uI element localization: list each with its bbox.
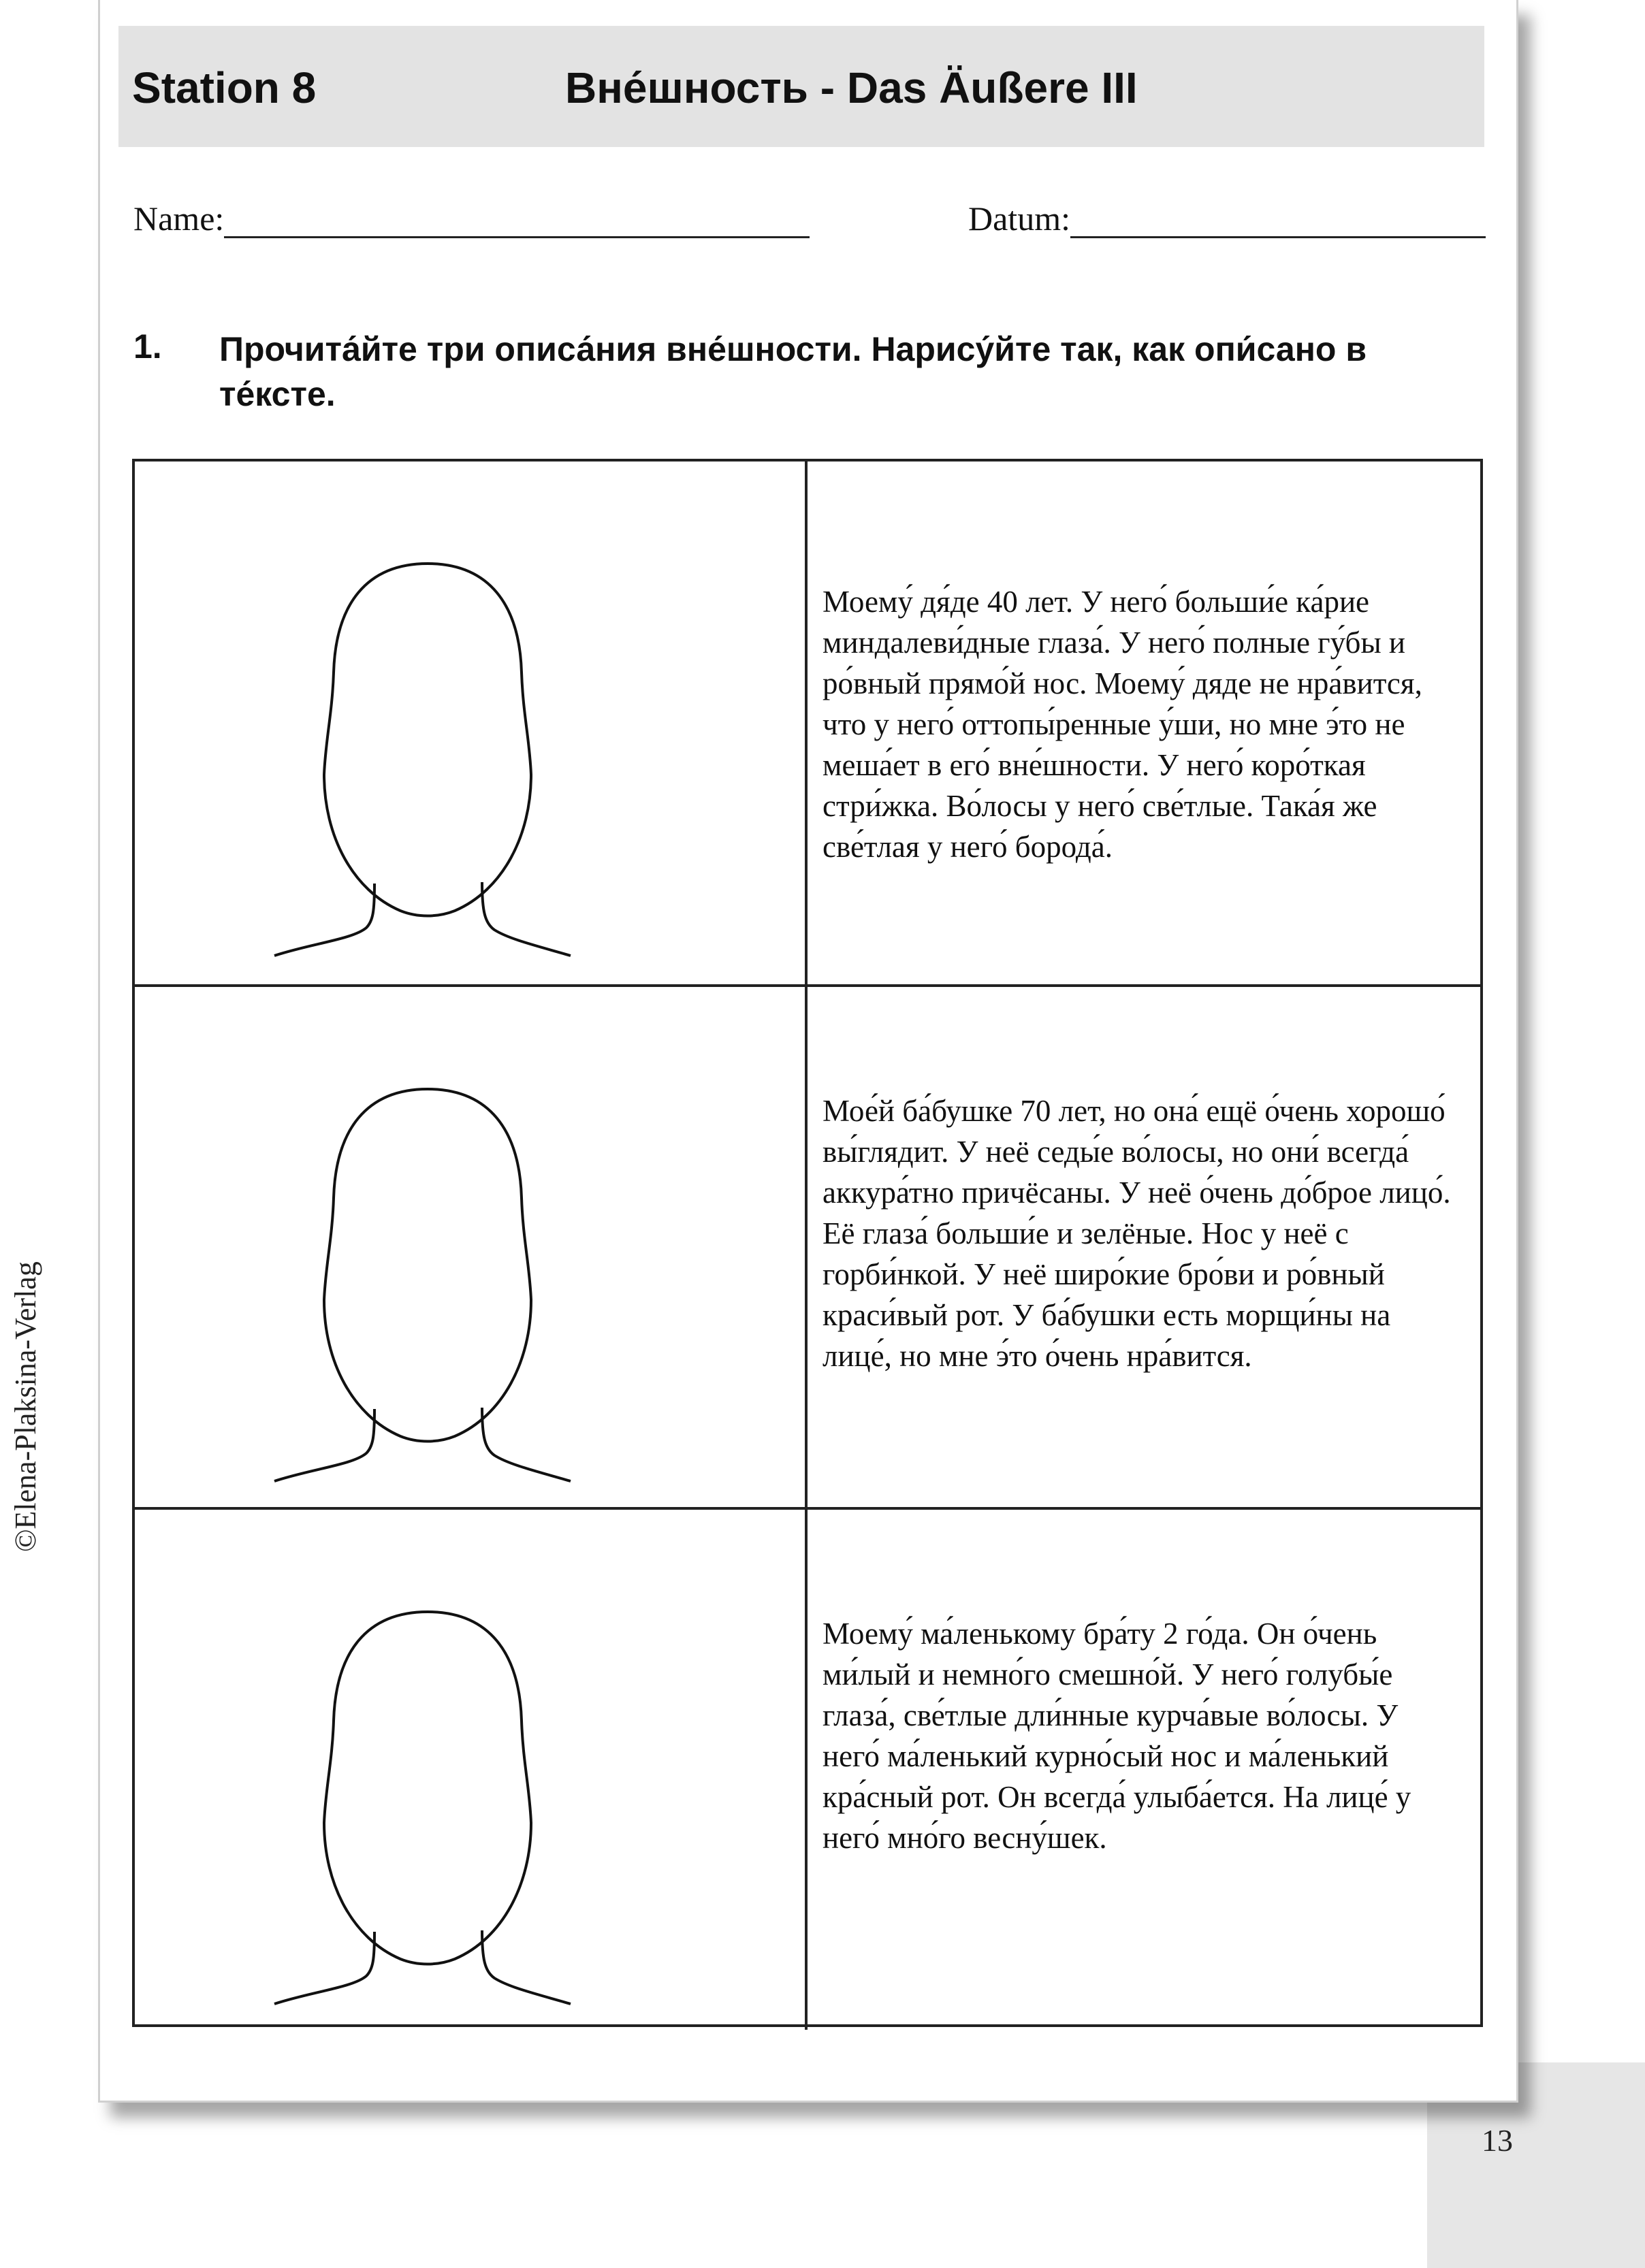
table-row: [135, 1507, 1480, 2030]
table-row: [135, 984, 1480, 1507]
name-line[interactable]: [224, 206, 810, 238]
drawing-cell[interactable]: [135, 1510, 808, 2030]
description-uncle: Моему́ дя́де 40 лет. У него́ больши́е ка́рие миндалеви́дные глаза́. У него́ полные гу́бы и ро́вный прямо́й нос. Моему́ дяде не нра́вится, что у него́ оттопы́ренные у́ши, но мне э́то не меша́ет в его́ вне́шности. У него́ коро́ткая стри́жка. Во́лосы у него́ све́тлые. Така́я же све́тлая у него́ борода́.: [822, 585, 1422, 864]
task-instruction: Прочита́йте три описа́ния вне́шности. Нарису́йте так, как опи́сано в те́ксте.: [219, 330, 1367, 413]
face-outline-icon: [271, 1598, 584, 2007]
face-outline-icon: [271, 1075, 584, 1484]
station-label: Station 8: [132, 63, 317, 112]
description-brother: Моему́ ма́ленькому бра́ту 2 го́да. Он о́чень ми́лый и немно́го смешно́й. У него́ голубы́е глаза́, све́тлые дли́нные курча́вые во́лосы. У него́ ма́ленький курно́сый нос и ма́ленький кра́сный рот. Он всегда́ улыба́ется. На лице́ у него́ мно́го весну́шек.: [822, 1617, 1411, 1855]
drawing-cell[interactable]: [135, 987, 808, 1507]
page-title: Вне́шность - Das Äußere III: [565, 63, 1138, 112]
page-number: 13: [1482, 2123, 1513, 2158]
date-line[interactable]: [1070, 206, 1486, 238]
exercise-table: [132, 459, 1483, 2027]
copyright-notice: ©Elena-Plaksina-Verlag: [9, 1261, 42, 1552]
name-field[interactable]: [133, 199, 810, 238]
description-grandmother: Мое́й ба́бушке 70 лет, но она́ ещё о́чень хорошо́ вы́глядит. У неё седы́е во́лосы, но они́ всегда́ аккура́тно причёсаны. У неё о́чень до́брое лицо́. Её глаза́ больши́е и зелёные. Нос у неё с горби́нкой. У неё широ́кие бро́ви и ро́вный краси́вый рот. У ба́бушки есть морщи́ны на лице́, но мне э́то о́чень нра́вится.: [822, 1094, 1451, 1373]
drawing-cell[interactable]: [135, 461, 808, 984]
date-label: Datum:: [968, 199, 1070, 238]
name-label: Name:: [133, 199, 225, 238]
face-outline-icon: [271, 550, 584, 958]
task-number: 1.: [133, 327, 162, 366]
table-row: [135, 461, 1480, 984]
date-field[interactable]: [968, 199, 1486, 238]
